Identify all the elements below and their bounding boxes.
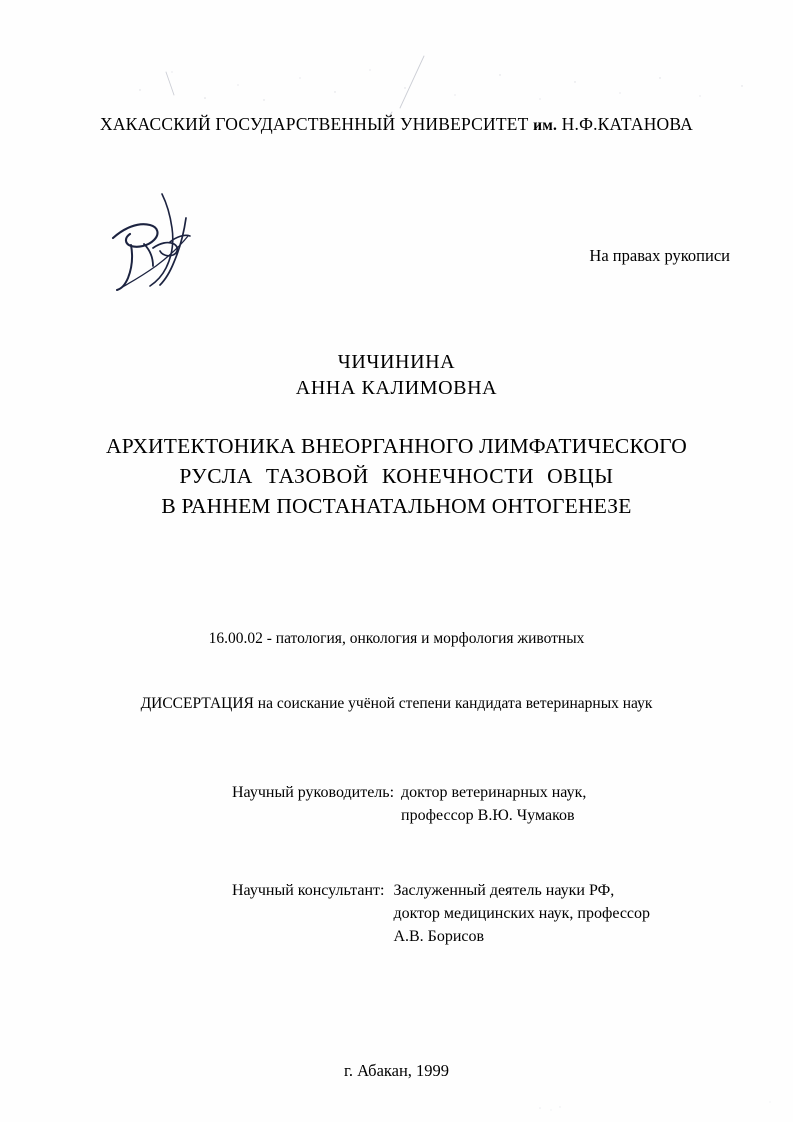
scientific-supervisor-block [232, 781, 752, 827]
scientific-supervisor-value [401, 781, 752, 827]
scientific-consultant-value [393, 879, 752, 948]
consultant-line-3: А.В. Борисов [393, 928, 485, 945]
scan-artifact-bottom [0, 1082, 793, 1122]
university-named-after-marker: им. [533, 117, 558, 134]
title-line-3: В РАННЕМ ПОСТАНАТАЛЬНОМ ОНТОГЕНЕЗЕ [161, 494, 632, 518]
university-name-main: ХАКАССКИЙ ГОСУДАРСТВЕННЫЙ УНИВЕРСИТЕТ [100, 114, 529, 134]
scientific-consultant-label: Научный консультант: [232, 882, 385, 899]
supervisor-line-1: доктор ветеринарных наук, [401, 784, 587, 801]
scientific-supervisor-label: Научный руководитель: [232, 784, 395, 801]
handwritten-signature-icon [100, 188, 220, 296]
specialty-code: 16.00.02 - патология, онкология и морфология животных [208, 630, 585, 647]
university-name-patron: Н.Ф.КАТАНОВА [561, 114, 693, 134]
author-given-patronymic: АННА КАЛИМОВНА [295, 377, 498, 399]
supervisor-line-2: профессор В.Ю. Чумаков [401, 807, 575, 824]
dissertation-title [0, 431, 793, 521]
consultant-line-1: Заслуженный деятель науки РФ, [393, 882, 615, 899]
author-name [0, 349, 793, 401]
degree-statement: ДИССЕРТАЦИЯ на соискание учёной степени кандидата ветеринарных наук [140, 695, 653, 712]
manuscript-rights-note: На правах рукописи [589, 246, 730, 265]
scan-artifact-top [0, 0, 793, 120]
university-header [0, 114, 793, 135]
title-line-2: РУСЛА ТАЗОВОЙ КОНЕЧНОСТИ ОВЦЫ [179, 464, 614, 488]
city-year-footer: г. Абакан, 1999 [343, 1061, 450, 1080]
title-line-1: АРХИТЕКТОНИКА ВНЕОРГАННОГО ЛИМФАТИЧЕСКОГО [105, 434, 688, 458]
author-surname: ЧИЧИНИНА [337, 351, 456, 373]
advisors-section [232, 781, 752, 948]
scientific-consultant-block [232, 879, 752, 948]
consultant-line-2: доктор медицинских наук, профессор [393, 905, 651, 922]
